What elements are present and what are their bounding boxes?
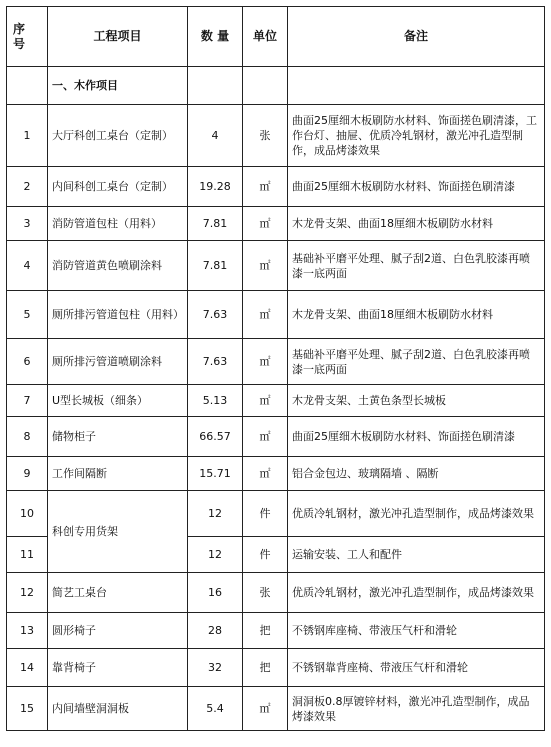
row-no: 6 [7, 339, 48, 385]
table-row [7, 573, 545, 613]
row-qty: 7.63 [188, 339, 243, 385]
row-item: 内间墙壁洞洞板 [48, 687, 188, 731]
table-row [7, 457, 545, 491]
row-unit: ㎡ [243, 385, 288, 417]
table-row [7, 613, 545, 649]
row-qty: 5.13 [188, 385, 243, 417]
table-row [7, 385, 545, 417]
row-qty: 66.57 [188, 417, 243, 457]
row-no: 8 [7, 417, 48, 457]
row-qty: 16 [188, 573, 243, 613]
row-qty: 12 [188, 537, 243, 573]
row-item: U型长城板（细条） [48, 385, 188, 417]
row-unit: 把 [243, 649, 288, 687]
row-qty: 7.63 [188, 291, 243, 339]
section-title: 一、木作项目 [48, 67, 188, 105]
row-no: 7 [7, 385, 48, 417]
row-unit: ㎡ [243, 417, 288, 457]
row-remark: 曲面25厘细木板刷防水材料、饰面搓色刷清漆，工作台灯、抽屉、优质冷轧钢材，激光冲孔造型制作，成品烤漆效果 [288, 105, 545, 167]
table-row [7, 167, 545, 207]
row-unit: ㎡ [243, 207, 288, 241]
row-unit: ㎡ [243, 339, 288, 385]
header-remark: 备注 [288, 7, 545, 67]
row-qty: 5.4 [188, 687, 243, 731]
row-item: 圆形椅子 [48, 613, 188, 649]
engineering-items-table [6, 6, 545, 731]
row-remark: 基础补平磨平处理、腻子刮2道、白色乳胶漆再喷漆一底两面 [288, 339, 545, 385]
row-remark: 木龙骨支架、曲面18厘细木板刷防水材料 [288, 291, 545, 339]
row-remark: 不锈钢库座椅、带液压气杆和滑轮 [288, 613, 545, 649]
row-item: 大厅科创工桌台（定制） [48, 105, 188, 167]
row-qty: 19.28 [188, 167, 243, 207]
row-remark: 优质冷轧钢材，激光冲孔造型制作，成品烤漆效果 [288, 573, 545, 613]
row-item: 消防管道包柱（用料） [48, 207, 188, 241]
table-row [7, 207, 545, 241]
row-remark: 运输安装、工人和配件 [288, 537, 545, 573]
header-row [7, 7, 545, 67]
row-qty: 28 [188, 613, 243, 649]
header-no: 序 号 [7, 7, 48, 67]
row-no: 13 [7, 613, 48, 649]
row-no: 11 [7, 537, 48, 573]
row-remark: 洞洞板0.8厚镀锌材料，激光冲孔造型制作，成品烤漆效果 [288, 687, 545, 731]
row-unit: ㎡ [243, 167, 288, 207]
table-row [7, 649, 545, 687]
row-no: 10 [7, 491, 48, 537]
row-remark: 曲面25厘细木板刷防水材料、饰面搓色刷清漆 [288, 417, 545, 457]
row-no: 3 [7, 207, 48, 241]
header-item: 工程项目 [48, 7, 188, 67]
row-no: 2 [7, 167, 48, 207]
header-unit: 单位 [243, 7, 288, 67]
row-item: 厕所排污管道喷刷涂料 [48, 339, 188, 385]
row-unit: 件 [243, 491, 288, 537]
row-item: 储物柜子 [48, 417, 188, 457]
row-no: 1 [7, 105, 48, 167]
row-unit: ㎡ [243, 687, 288, 731]
row-item: 内间科创工桌台（定制） [48, 167, 188, 207]
table-row [7, 491, 545, 537]
table-row [7, 105, 545, 167]
row-unit: ㎡ [243, 291, 288, 339]
table-row [7, 339, 545, 385]
row-item: 简艺工桌台 [48, 573, 188, 613]
row-remark: 曲面25厘细木板刷防水材料、饰面搓色刷清漆 [288, 167, 545, 207]
row-remark: 铝合金包边、玻璃隔墙 、隔断 [288, 457, 545, 491]
row-unit: ㎡ [243, 457, 288, 491]
row-qty: 12 [188, 491, 243, 537]
table-row [7, 687, 545, 731]
row-unit: 把 [243, 613, 288, 649]
row-remark: 不锈钢靠背座椅、带液压气杆和滑轮 [288, 649, 545, 687]
row-remark: 优质冷轧钢材，激光冲孔造型制作，成品烤漆效果 [288, 491, 545, 537]
row-no: 4 [7, 241, 48, 291]
row-no: 12 [7, 573, 48, 613]
row-item: 工作间隔断 [48, 457, 188, 491]
table-row [7, 241, 545, 291]
row-no: 14 [7, 649, 48, 687]
row-unit: 件 [243, 537, 288, 573]
row-item: 厕所排污管道包柱（用料） [48, 291, 188, 339]
quote-sheet [6, 6, 545, 731]
row-no: 15 [7, 687, 48, 731]
section-row [7, 67, 545, 105]
row-unit: 张 [243, 105, 288, 167]
table-row [7, 291, 545, 339]
table-row [7, 417, 545, 457]
row-item: 科创专用货架 [48, 491, 188, 573]
row-no: 9 [7, 457, 48, 491]
row-qty: 4 [188, 105, 243, 167]
row-no: 5 [7, 291, 48, 339]
row-qty: 15.71 [188, 457, 243, 491]
row-unit: 张 [243, 573, 288, 613]
section-no-cell [7, 67, 48, 105]
row-qty: 7.81 [188, 207, 243, 241]
row-remark: 木龙骨支架、土黄色条型长城板 [288, 385, 545, 417]
row-qty: 32 [188, 649, 243, 687]
row-unit: ㎡ [243, 241, 288, 291]
row-qty: 7.81 [188, 241, 243, 291]
row-remark: 木龙骨支架、曲面18厘细木板刷防水材料 [288, 207, 545, 241]
row-remark: 基础补平磨平处理、腻子刮2道、白色乳胶漆再喷漆一底两面 [288, 241, 545, 291]
row-item: 消防管道黄色喷刷涂料 [48, 241, 188, 291]
header-qty: 数 量 [188, 7, 243, 67]
row-item: 靠背椅子 [48, 649, 188, 687]
